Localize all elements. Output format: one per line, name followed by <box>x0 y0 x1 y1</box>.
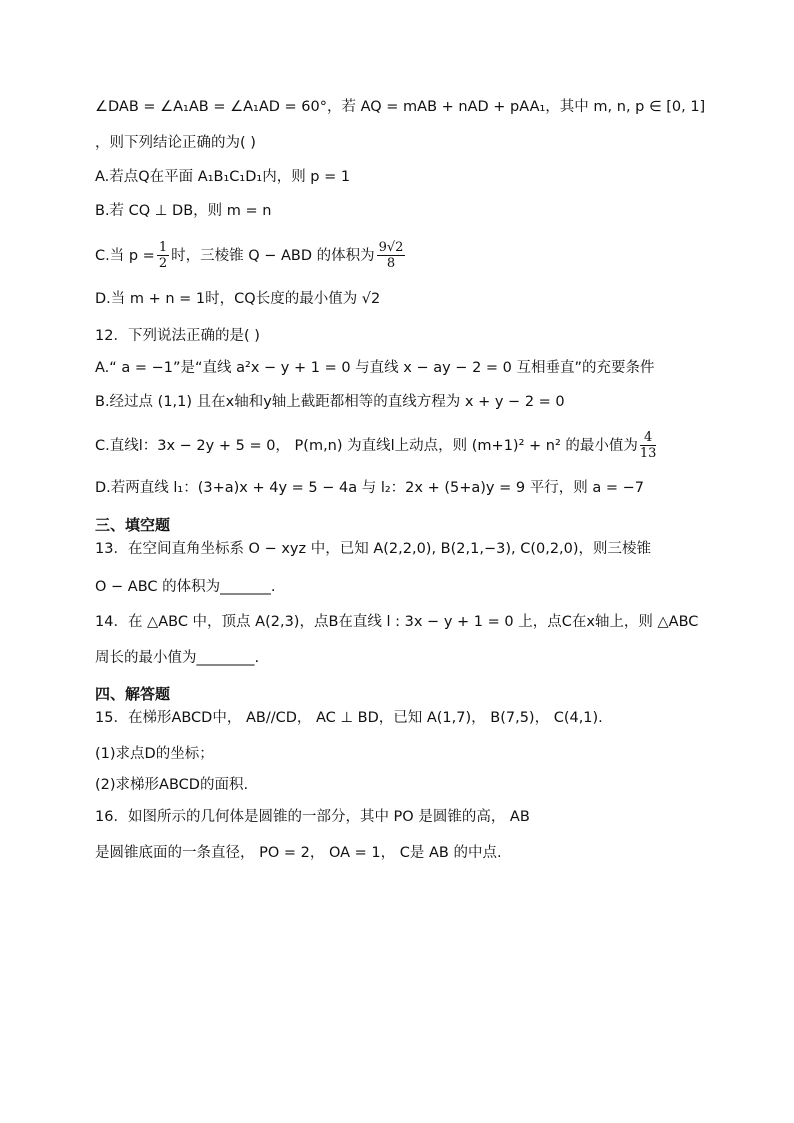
fraction-numerator: 1 <box>158 240 168 255</box>
problem-13-line2: O − ABC 的体积为_______. <box>95 579 276 595</box>
fraction-one-half <box>157 240 169 271</box>
fraction-numerator: 9√2 <box>378 240 404 255</box>
problem-12-option-a: A.“ a = −1”是“直线 a²x − y + 1 = 0 与直线 x − ay − 2 = 0 互相垂直”的充要条件 <box>95 360 655 376</box>
problem-15-title: 15．在梯形ABCD中， AB//CD， AC ⊥ BD，已知 A(1,7)， B(7,5)， C(4,1). <box>95 710 603 726</box>
problem-14-line1: 14．在 △ABC 中，顶点 A(2,3)，点B在直线 l : 3x − y + 1 = 0 上，点C在x轴上，则 △ABC <box>95 614 699 630</box>
problem-13-line1: 13．在空间直角坐标系 O − xyz 中，已知 A(2,2,0), B(2,1,−3), C(0,2,0)，则三棱锥 <box>95 541 652 557</box>
section-solutions: 四、解答题 <box>95 685 171 703</box>
fraction-denominator: 2 <box>158 256 168 271</box>
fraction-numerator: 4 <box>640 430 657 446</box>
option-c <box>95 240 407 271</box>
problem-12-title: 12．下列说法正确的是( ) <box>95 328 260 344</box>
problem-11-condition: ∠DAB = ∠A₁AB = ∠A₁AD = 60°，若 AQ = mAB + nAD + pAA₁，其中 m, n, p ∈ [0, 1] <box>95 99 706 115</box>
problem-12-option-b: B.经过点 (1,1) 且在x轴和y轴上截距都相等的直线方程为 x + y − 2 = 0 <box>95 394 565 410</box>
problem-11-question: ，则下列结论正确的为( ) <box>95 135 256 151</box>
option-d: D.当 m + n = 1时，CQ长度的最小值为 √2 <box>95 291 381 307</box>
problem-15-part1: (1)求点D的坐标； <box>95 746 214 762</box>
fraction-denominator: 8 <box>386 256 396 271</box>
problem-12-option-d: D.若两直线 l₁：(3+a)x + 4y = 5 − 4a 与 l₂：2x + (5+a)y = 9 平行，则 a = −7 <box>95 480 644 496</box>
problem-16-line2: 是圆锥底面的一条直径， PO = 2， OA = 1， C是 AB 的中点. <box>95 845 502 861</box>
fraction-four-thirteenths <box>640 430 657 461</box>
option-c-text: C.直线l：3x − 2y + 5 = 0， P(m,n) 为直线l上动点，则 (m+1)² + n² 的最小值为 <box>95 437 638 454</box>
fraction-volume <box>377 240 406 271</box>
option-c-part1: C.当 p = <box>95 247 155 264</box>
option-a: A.若点Q在平面 A₁B₁C₁D₁内，则 p = 1 <box>95 169 351 185</box>
problem-12-option-c <box>95 430 658 461</box>
problem-14-line2: 周长的最小值为________. <box>95 650 260 666</box>
problem-15-part2: (2)求梯形ABCD的面积. <box>95 777 249 793</box>
fraction-denominator: 13 <box>639 446 657 461</box>
section-fill-in: 三、填空题 <box>95 516 171 534</box>
option-b: B.若 CQ ⊥ DB，则 m = n <box>95 203 272 219</box>
option-c-part2: 时，三棱锥 Q − ABD 的体积为 <box>171 247 375 264</box>
problem-16-line1: 16．如图所示的几何体是圆锥的一部分，其中 PO 是圆锥的高， AB <box>95 809 530 825</box>
